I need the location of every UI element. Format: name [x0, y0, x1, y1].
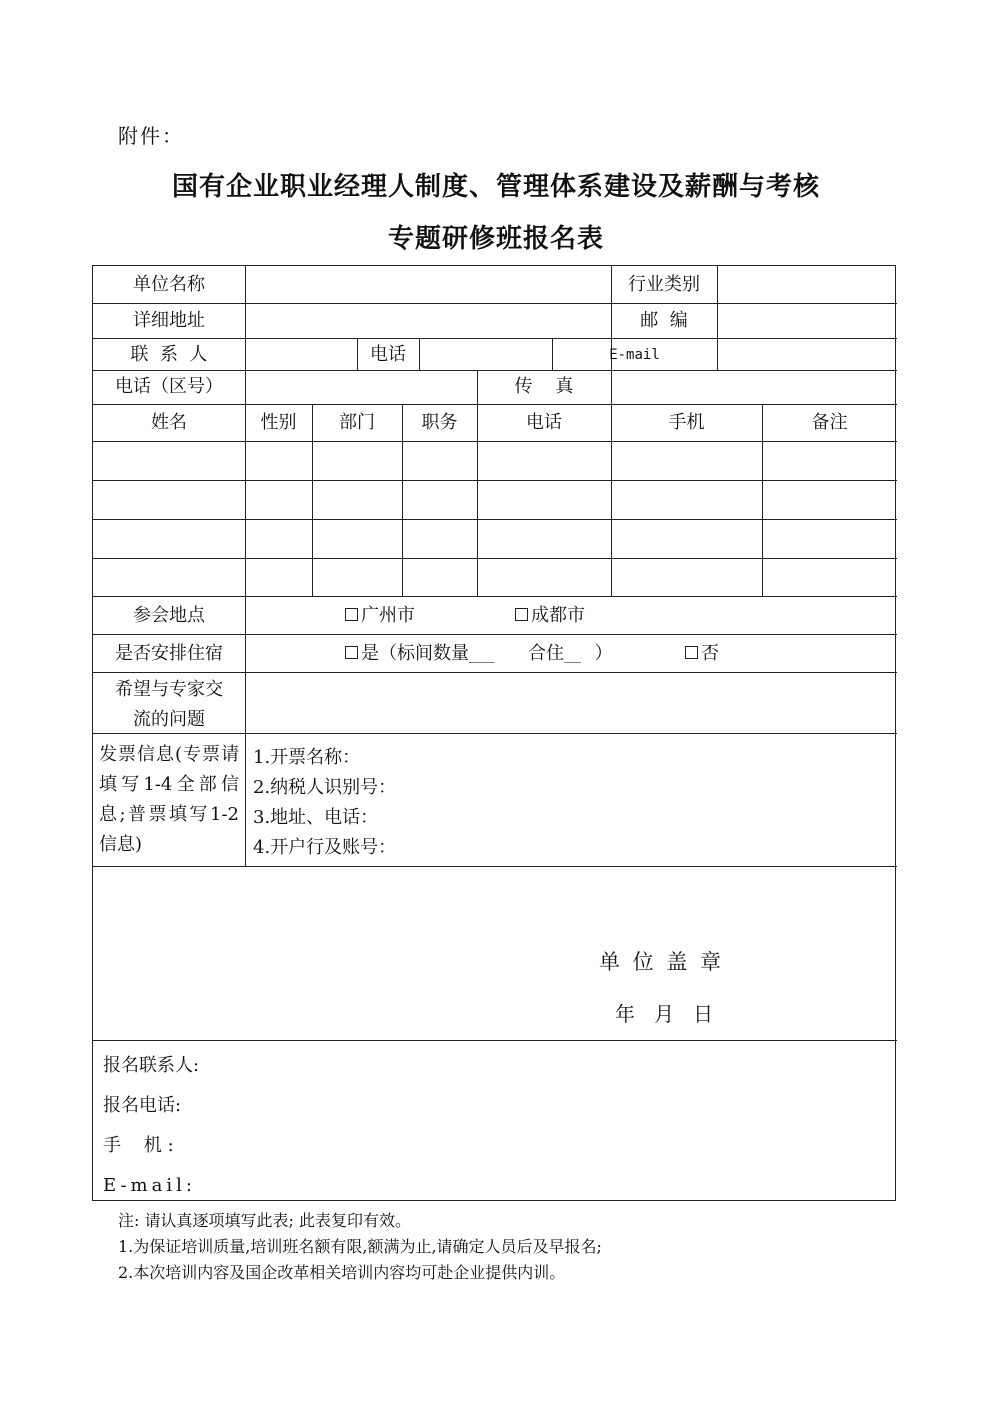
fax-label: 传 真 [514, 376, 574, 397]
row-divider [93, 404, 897, 405]
reg-email-label: E-mail: [103, 1175, 196, 1196]
row-divider [93, 1040, 897, 1041]
reg-mobile-label: 手 机 : [103, 1135, 174, 1156]
reg-phone-label: 报名电话: [103, 1095, 182, 1116]
venue-label: 参会地点 [133, 605, 205, 626]
table-row[interactable] [93, 481, 897, 519]
col-header-name: 姓名 [151, 412, 187, 433]
col-header-remarks: 备注 [811, 412, 848, 433]
date-label: 年 月 日 [615, 1002, 714, 1026]
questions-label-line1: 希望与专家交 [115, 679, 223, 700]
lodging-option-no[interactable]: 否 [685, 645, 719, 663]
venue-option-chengdu[interactable]: 成都市 [515, 607, 585, 625]
note-line-1: 注: 请认真逐项填写此表; 此表复印有效。 [118, 1211, 411, 1230]
contact-field[interactable] [246, 339, 356, 370]
note-line-3: 2.本次培训内容及国企改革相关培训内容均可赴企业提供内训。 [118, 1263, 566, 1282]
row-divider [93, 596, 897, 597]
email-label: E-mail [609, 347, 660, 363]
contact-label: 联 系 人 [130, 344, 208, 365]
table-row[interactable] [93, 520, 897, 558]
col-header-phone: 电话 [526, 412, 562, 433]
unit-name-label: 单位名称 [133, 274, 205, 295]
invoice-label: 发票信息(专票请填写1-4全部信息;普票填写1-2信息) [99, 744, 239, 855]
invoice-item-address-phone[interactable]: 3.地址、电话： [253, 807, 379, 828]
phone-label: 电话 [370, 344, 406, 365]
checkbox-icon[interactable] [345, 646, 358, 659]
postcode-label: 邮 编 [640, 310, 688, 331]
address-label: 详细地址 [133, 310, 205, 331]
venue-option-guangzhou[interactable]: 广州市 [345, 607, 415, 625]
row-divider [93, 866, 897, 867]
checkbox-icon[interactable] [685, 646, 698, 659]
lodging-label: 是否安排住宿 [115, 643, 223, 664]
table-row[interactable] [93, 442, 897, 480]
form-subtitle: 专题研修班报名表 [387, 224, 604, 254]
phone-area-field[interactable] [246, 371, 476, 404]
registration-form [92, 265, 896, 1201]
row-divider [93, 733, 897, 734]
questions-label-line2: 流的问题 [133, 709, 205, 730]
industry-field[interactable] [718, 266, 896, 303]
col-header-department: 部门 [339, 412, 375, 433]
col-header-position: 职务 [421, 412, 458, 433]
reg-contact-label: 报名联系人: [103, 1055, 200, 1076]
lodging-option-yes[interactable]: 是（标间数量___ 合住__ ） [345, 645, 613, 663]
row-divider [93, 634, 897, 635]
postcode-field[interactable] [718, 304, 896, 338]
address-field[interactable] [246, 304, 610, 338]
fax-field[interactable] [612, 371, 896, 404]
email-field[interactable] [718, 339, 896, 370]
col-header-mobile: 手机 [668, 412, 705, 433]
attachment-label: 附件： [118, 124, 184, 148]
phone-area-label: 电话（区号） [115, 376, 223, 397]
col-header-gender: 性别 [260, 412, 297, 433]
seal-label: 单 位 盖 章 [599, 950, 725, 974]
questions-field[interactable] [246, 673, 896, 733]
checkbox-icon[interactable] [515, 608, 528, 621]
table-row[interactable] [93, 559, 897, 596]
invoice-item-bank[interactable]: 4.开户行及账号： [253, 837, 397, 858]
checkbox-icon[interactable] [345, 608, 358, 621]
form-title: 国有企业职业经理人制度、管理体系建设及薪酬与考核 [171, 172, 820, 202]
invoice-item-taxid[interactable]: 2.纳税人识别号： [253, 777, 397, 798]
unit-name-field[interactable] [246, 266, 610, 303]
industry-label: 行业类别 [628, 274, 700, 295]
note-line-2: 1.为保证培训质量,培训班名额有限,额满为止,请确定人员后及早报名; [118, 1237, 602, 1256]
invoice-item-name[interactable]: 1.开票名称： [253, 747, 361, 768]
phone-field[interactable] [420, 339, 551, 370]
